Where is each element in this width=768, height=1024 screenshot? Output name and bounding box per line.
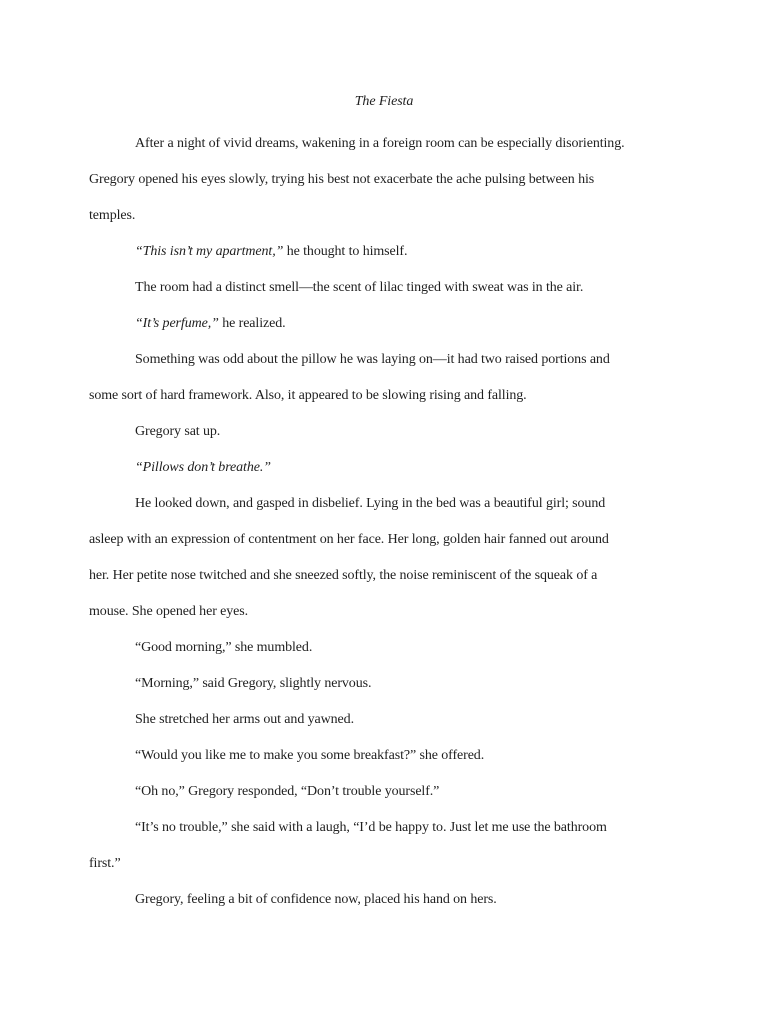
paragraph-line: “Pillows don’t breathe.” — [135, 460, 271, 475]
paragraph-line: “It’s no trouble,” she said with a laugh, “I’d be happy to. Just let me use the bathroom — [135, 820, 607, 835]
paragraph-line — [89, 234, 689, 270]
paragraph-line: some sort of hard framework. Also, it appeared to be slowing rising and falling. — [89, 388, 527, 403]
paragraph — [89, 414, 689, 450]
paragraph-line: “Good morning,” she mumbled. — [135, 640, 313, 655]
paragraph-line: mouse. She opened her eyes. — [89, 604, 249, 619]
document-title: The Fiesta — [354, 94, 414, 109]
paragraph — [89, 126, 689, 234]
paragraph-line: “Would you like me to make you some breakfast?” she offered. — [135, 748, 485, 763]
paragraph — [89, 270, 689, 306]
paragraph-line: After a night of vivid dreams, wakening in a foreign room can be especially disorienting. — [135, 136, 625, 151]
paragraph-line: Gregory opened his eyes slowly, trying his best not exacerbate the ache pulsing between his — [89, 172, 595, 187]
paragraph — [89, 342, 689, 414]
paragraph — [89, 738, 689, 774]
paragraph — [89, 306, 689, 342]
dialogue-tag: he realized. — [218, 316, 286, 331]
paragraph — [89, 486, 689, 630]
paragraph — [89, 810, 689, 882]
paragraph-line: first.” — [89, 856, 121, 871]
paragraph-line: “Oh no,” Gregory responded, “Don’t trouble yourself.” — [135, 784, 440, 799]
document-body — [89, 126, 689, 918]
paragraph — [89, 702, 689, 738]
paragraph — [89, 774, 689, 810]
dialogue-tag: he thought to himself. — [283, 244, 408, 259]
paragraph-line: The room had a distinct smell—the scent of lilac tinged with sweat was in the air. — [135, 280, 584, 295]
italic-thought: “It’s perfume,” — [135, 316, 219, 331]
paragraph — [89, 450, 689, 486]
paragraph-line: temples. — [89, 208, 136, 223]
paragraph-line: asleep with an expression of contentment on her face. Her long, golden hair fanned out around — [89, 532, 609, 547]
paragraph-line: “Morning,” said Gregory, slightly nervous. — [135, 676, 372, 691]
paragraph-line: Something was odd about the pillow he was laying on—it had two raised portions and — [135, 352, 610, 367]
paragraph — [89, 234, 689, 270]
paragraph-line: Gregory sat up. — [135, 424, 221, 439]
paragraph-line: He looked down, and gasped in disbelief. Lying in the bed was a beautiful girl; sound — [135, 496, 606, 511]
paragraph-line — [89, 306, 689, 342]
paragraph — [89, 882, 689, 918]
paragraph-line: Gregory, feeling a bit of confidence now, placed his hand on hers. — [135, 892, 497, 907]
italic-thought: “This isn’t my apartment,” — [135, 244, 284, 259]
paragraph — [89, 666, 689, 702]
paragraph-line: her. Her petite nose twitched and she sneezed softly, the noise reminiscent of the squeak of a — [89, 568, 598, 583]
paragraph — [89, 630, 689, 666]
paragraph-line: She stretched her arms out and yawned. — [135, 712, 354, 727]
